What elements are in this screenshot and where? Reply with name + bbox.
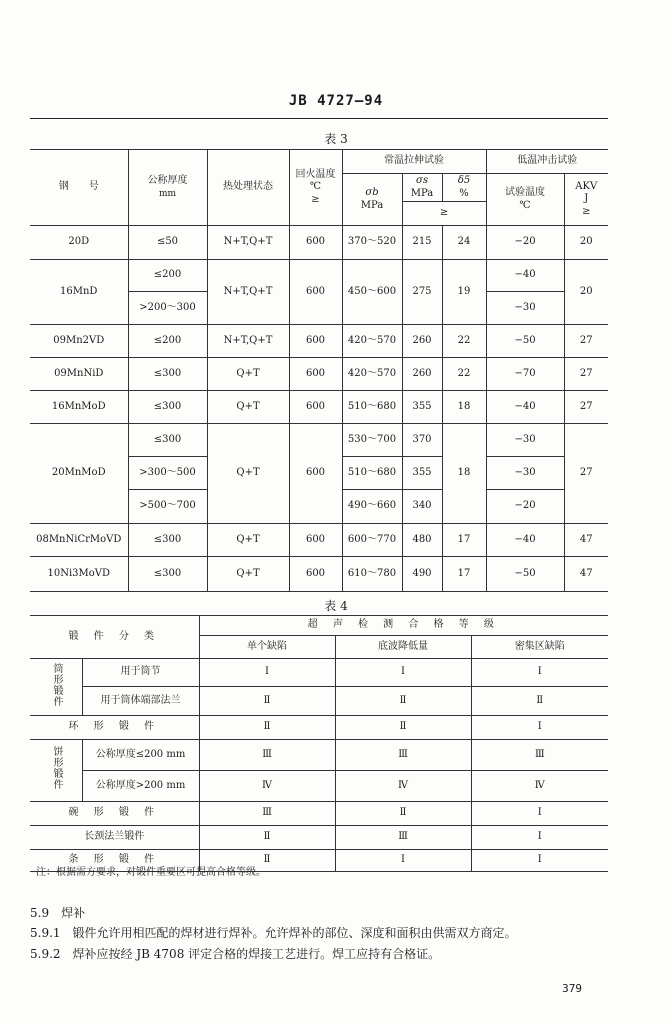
table-row (30, 826, 608, 850)
th-test-temp: 试验温度 ℃ (486, 174, 564, 226)
cell-steel: 08MnNiCrMoVD (30, 524, 128, 557)
th-grade-group: 超 声 检 测 合 格 等 级 (199, 616, 608, 636)
cell-single: Ⅱ (199, 716, 335, 740)
cell-heat: Q+T (207, 391, 289, 424)
cell-temper: 600 (289, 226, 342, 260)
cell-heat: Q+T (207, 424, 289, 524)
table-row (30, 391, 608, 424)
cell-dense: Ⅱ (471, 687, 608, 716)
cell-akv: 27 (564, 325, 608, 358)
cell-category: 公称厚度≤200 mm (82, 740, 199, 771)
cell-test-temp: −30 (486, 292, 564, 325)
table-row (30, 716, 608, 740)
cell-category: 条 形 锻 件 (30, 850, 199, 872)
cell-sb: 510～680 (342, 457, 402, 490)
table-row (30, 325, 608, 358)
cell-single: Ⅱ (199, 826, 335, 850)
th-tensile-group: 常温拉伸试验 (342, 150, 486, 174)
cell-thickness: ≤300 (128, 557, 207, 592)
cell-test-temp: −50 (486, 557, 564, 592)
cell-temper: 600 (289, 524, 342, 557)
cell-dense: Ⅰ (471, 850, 608, 872)
header-rule (30, 118, 608, 119)
cell-bottom: Ⅲ (335, 826, 471, 850)
table-row (30, 557, 608, 592)
cell-bottom: Ⅰ (335, 850, 471, 872)
cell-thickness: ≤50 (128, 226, 207, 260)
cell-dense: Ⅰ (471, 716, 608, 740)
cell-d5: 22 (442, 325, 486, 358)
cell-temper: 600 (289, 391, 342, 424)
cell-bottom: Ⅲ (335, 740, 471, 771)
cell-ss: 275 (402, 260, 442, 325)
cell-akv: 27 (564, 358, 608, 391)
th-thickness: 公称厚度 mm (128, 150, 207, 226)
section-5-9-heading: 5.9 焊补 (30, 906, 86, 920)
cell-test-temp: −40 (486, 524, 564, 557)
cell-steel: 09Mn2VD (30, 325, 128, 358)
cell-thickness: >200～300 (128, 292, 207, 325)
cell-category: 公称厚度>200 mm (82, 771, 199, 802)
cell-sb: 420～570 (342, 325, 402, 358)
table3 (30, 149, 608, 592)
cell-test-temp: −20 (486, 226, 564, 260)
cell-heat: N+T,Q+T (207, 325, 289, 358)
cell-thickness: ≤200 (128, 260, 207, 292)
table-row (30, 524, 608, 557)
cell-ss: 260 (402, 358, 442, 391)
cell-heat: Q+T (207, 524, 289, 557)
cell-ss: 370 (402, 424, 442, 457)
cell-dense: Ⅰ (471, 826, 608, 850)
cell-thickness: ≤300 (128, 358, 207, 391)
cell-ss: 215 (402, 226, 442, 260)
cell-sb: 420～570 (342, 358, 402, 391)
cell-akv: 27 (564, 391, 608, 424)
cell-steel: 20MnMoD (30, 424, 128, 524)
table-row (30, 260, 608, 292)
cell-temper: 600 (289, 325, 342, 358)
cake-group-cell: 饼形锻件 (30, 740, 82, 802)
cell-thickness: ≤300 (128, 424, 207, 457)
cell-heat: N+T,Q+T (207, 226, 289, 260)
cell-dense: Ⅰ (471, 802, 608, 826)
table-row (30, 659, 608, 687)
cell-temper: 600 (289, 358, 342, 391)
cell-d5: 18 (442, 391, 486, 424)
cell-test-temp: −40 (486, 260, 564, 292)
cell-bottom: Ⅱ (335, 687, 471, 716)
table3-caption: 表 3 (324, 132, 348, 146)
cell-thickness: >500～700 (128, 490, 207, 524)
cell-temper: 600 (289, 557, 342, 592)
cell-bottom: Ⅱ (335, 802, 471, 826)
cell-d5: 18 (442, 424, 486, 524)
page-number: 379 (562, 982, 582, 995)
cell-sb: 490～660 (342, 490, 402, 524)
cell-test-temp: −30 (486, 424, 564, 457)
th-bottom: 底波降低量 (335, 636, 471, 659)
cell-heat: N+T,Q+T (207, 260, 289, 325)
cell-d5: 17 (442, 524, 486, 557)
cell-sb: 600～770 (342, 524, 402, 557)
cell-test-temp: −20 (486, 490, 564, 524)
cell-single: Ⅱ (199, 850, 335, 872)
cell-sb: 370～520 (342, 226, 402, 260)
cell-d5: 22 (442, 358, 486, 391)
th-category: 锻 件 分 类 (30, 616, 199, 659)
cell-thickness: ≤300 (128, 524, 207, 557)
th-ss: σs MPa (402, 174, 442, 202)
table-row (30, 771, 608, 802)
th-d5: δ5 % (442, 174, 486, 202)
cell-d5: 24 (442, 226, 486, 260)
th-sb: σb MPa (342, 174, 402, 226)
cell-steel: 20D (30, 226, 128, 260)
table-row (30, 424, 608, 457)
th-impact-group: 低温冲击试验 (486, 150, 608, 174)
cell-d5: 17 (442, 557, 486, 592)
table-row (30, 226, 608, 260)
cell-category: 环 形 锻 件 (30, 716, 199, 740)
cell-ss: 260 (402, 325, 442, 358)
cell-heat: Q+T (207, 557, 289, 592)
th-temper: 回火温度 ℃ ≥ (289, 150, 342, 226)
cell-steel: 10Ni3MoVD (30, 557, 128, 592)
cell-steel: 16MnMoD (30, 391, 128, 424)
th-steel: 钢 号 (30, 150, 128, 226)
cell-steel: 09MnNiD (30, 358, 128, 391)
cell-bottom: Ⅳ (335, 771, 471, 802)
cell-akv: 27 (564, 424, 608, 524)
cell-bottom: Ⅱ (335, 716, 471, 740)
cell-category: 碗 形 锻 件 (30, 802, 199, 826)
th-ge: ≥ (402, 202, 486, 226)
cell-ss: 355 (402, 457, 442, 490)
cell-dense: Ⅳ (471, 771, 608, 802)
cell-d5: 19 (442, 260, 486, 325)
cell-category: 用于筒节 (82, 659, 199, 687)
cell-single: Ⅱ (199, 687, 335, 716)
cell-test-temp: −30 (486, 457, 564, 490)
cell-ss: 490 (402, 557, 442, 592)
cell-ss: 355 (402, 391, 442, 424)
cell-single: Ⅲ (199, 740, 335, 771)
table4-caption: 表 4 (324, 599, 348, 613)
th-akv: AKV J ≥ (564, 174, 608, 226)
cell-category: 长颈法兰锻件 (30, 826, 199, 850)
cell-temper: 600 (289, 424, 342, 524)
document-header: JB 4727—94 (288, 93, 384, 109)
cell-sb: 530～700 (342, 424, 402, 457)
cell-dense: Ⅲ (471, 740, 608, 771)
th-heat: 热处理状态 (207, 150, 289, 226)
table4-note: 注：根据需方要求，对锻件重要区可提高合格等级。 (36, 867, 266, 878)
section-5-9-2: 5.9.2 焊补应按经 JB 4708 评定合格的焊接工艺进行。焊工应持有合格证。 (30, 947, 441, 961)
cell-akv: 47 (564, 524, 608, 557)
cell-temper: 600 (289, 260, 342, 325)
cell-sb: 610～780 (342, 557, 402, 592)
cell-single: Ⅳ (199, 771, 335, 802)
cell-test-temp: −40 (486, 391, 564, 424)
cell-akv: 20 (564, 226, 608, 260)
table4 (30, 615, 608, 872)
table-row (30, 740, 608, 771)
cell-test-temp: −50 (486, 325, 564, 358)
cell-ss: 340 (402, 490, 442, 524)
cell-single: Ⅰ (199, 659, 335, 687)
cell-heat: Q+T (207, 358, 289, 391)
cell-thickness: ≤200 (128, 325, 207, 358)
cell-thickness: ≤300 (128, 391, 207, 424)
tube-group-cell: 筒形锻件 (30, 659, 82, 716)
cell-akv: 47 (564, 557, 608, 592)
th-single: 单个缺陷 (199, 636, 335, 659)
th-dense: 密集区缺陷 (471, 636, 608, 659)
table-row (30, 802, 608, 826)
cell-steel: 16MnD (30, 260, 128, 325)
cell-sb: 450～600 (342, 260, 402, 325)
cell-category: 用于筒体端部法兰 (82, 687, 199, 716)
cell-akv: 20 (564, 260, 608, 325)
cell-ss: 480 (402, 524, 442, 557)
section-5-9-1: 5.9.1 锻件允许用相匹配的焊材进行焊补。允许焊补的部位、深度和面积由供需双方商定。 (30, 926, 517, 940)
table-row (30, 687, 608, 716)
cell-test-temp: −70 (486, 358, 564, 391)
cell-sb: 510～680 (342, 391, 402, 424)
cell-bottom: Ⅰ (335, 659, 471, 687)
table-row (30, 358, 608, 391)
cell-single: Ⅲ (199, 802, 335, 826)
cell-thickness: >300～500 (128, 457, 207, 490)
cell-dense: Ⅰ (471, 659, 608, 687)
